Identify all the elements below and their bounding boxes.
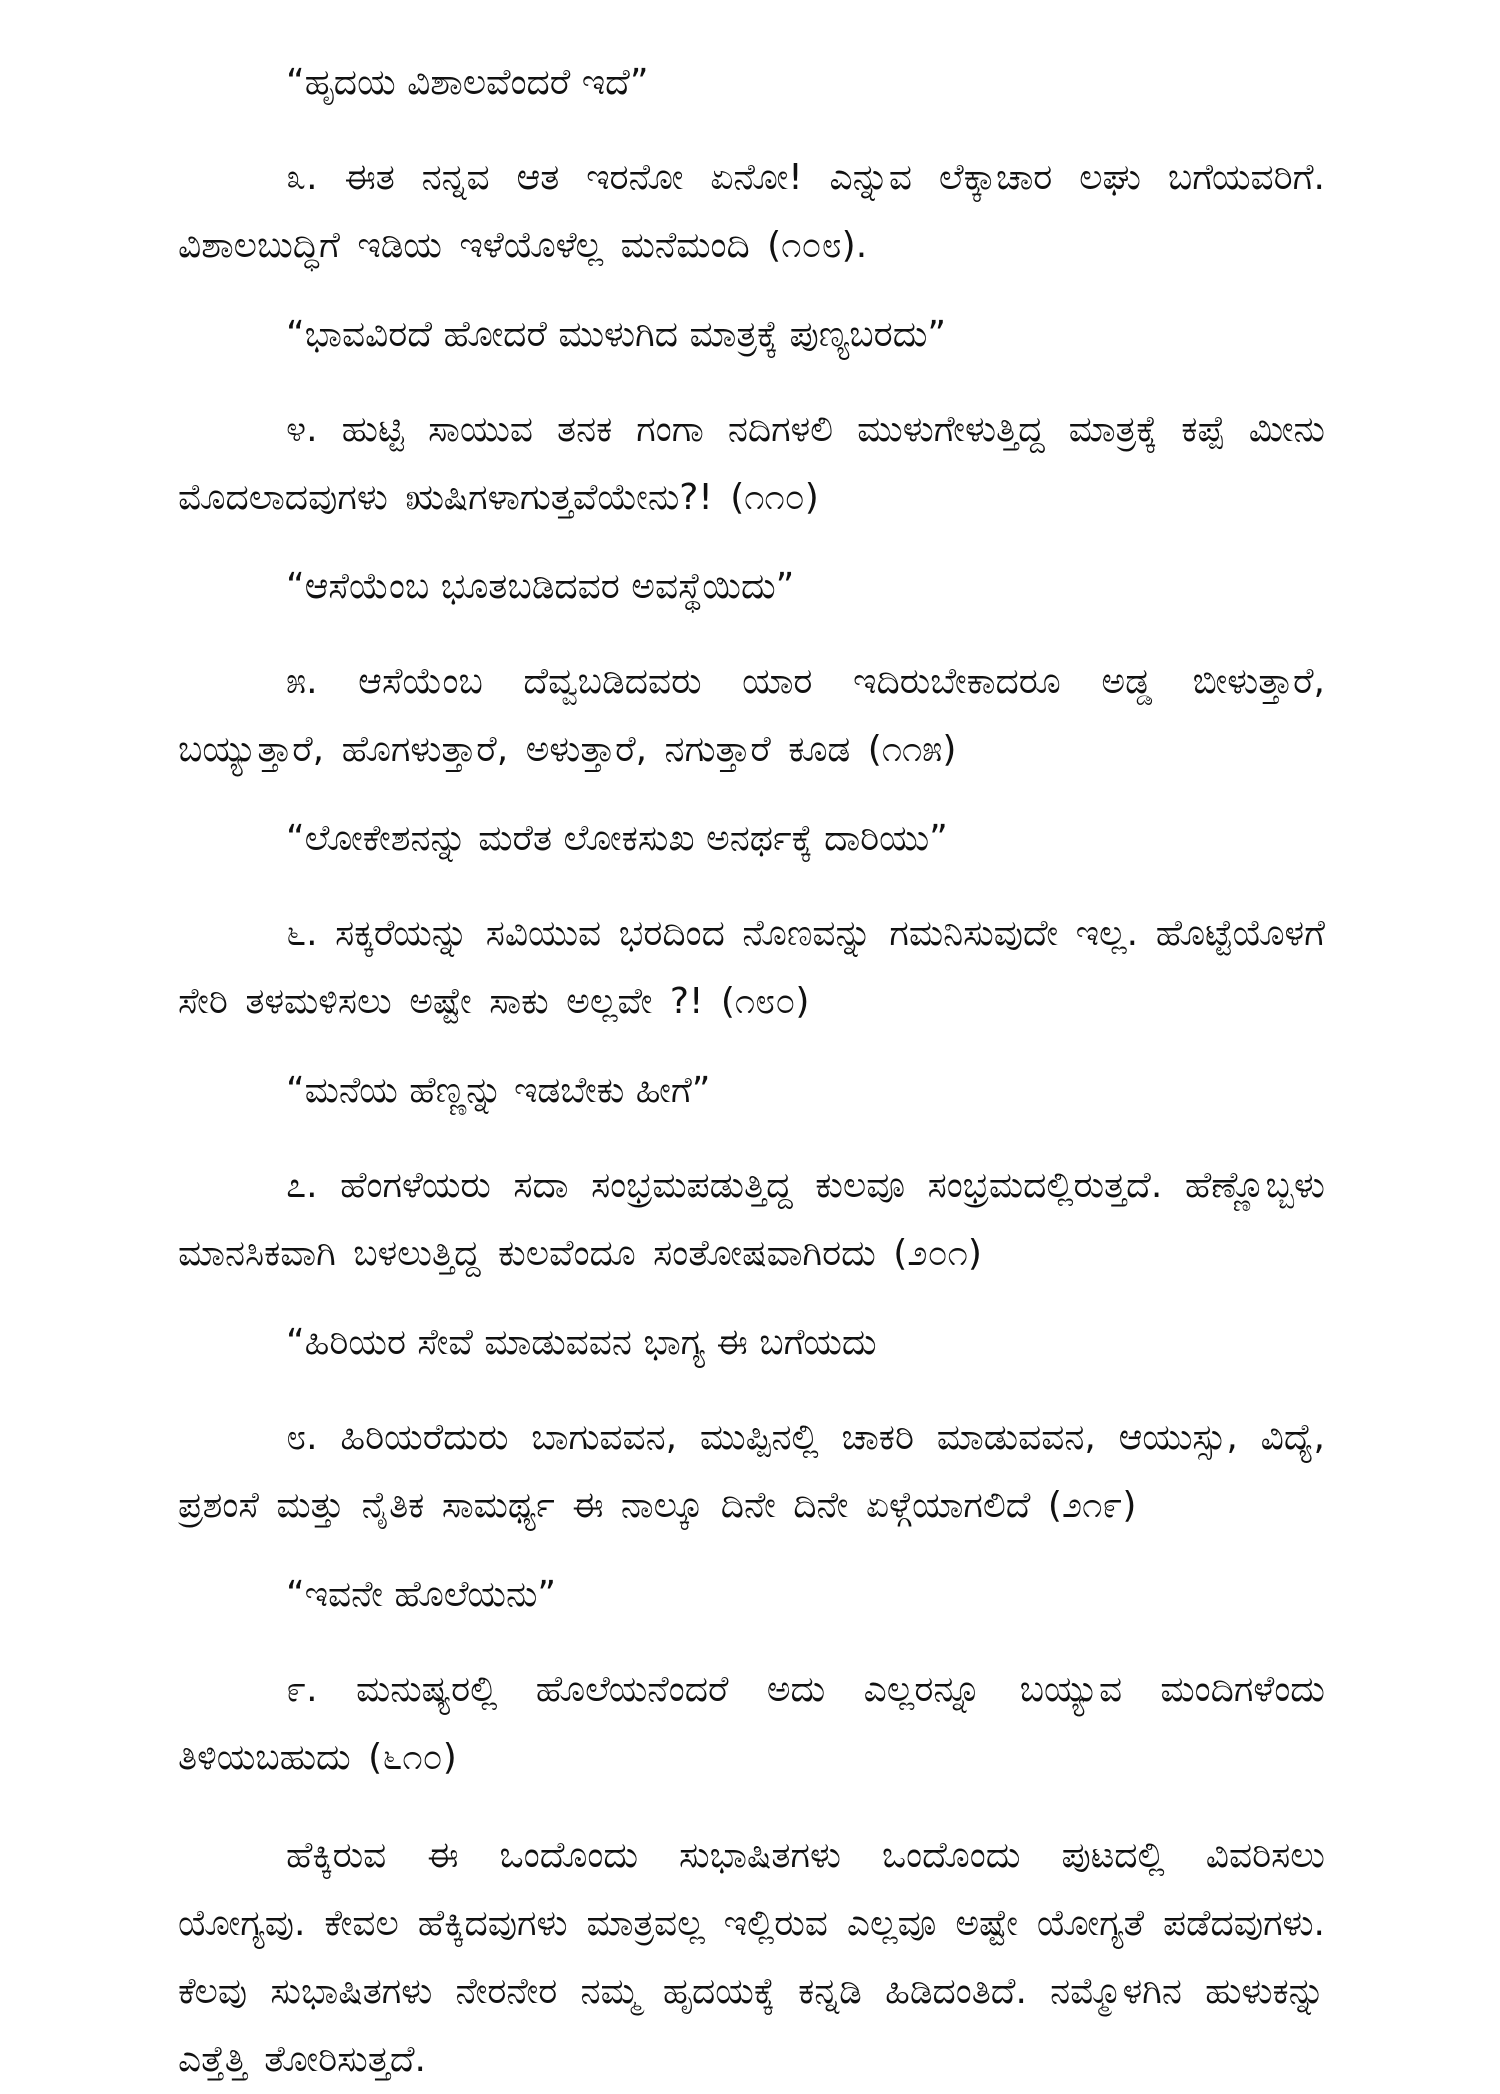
entry-heading: “ಆಸೆಯೆಂಬ ಭೂತಬಡಿದವರ ಅವಸ್ಥೆಯಿದು” — [286, 566, 795, 607]
entry-heading: “ಭಾವವಿರದೆ ಹೋದರೆ ಮುಳುಗಿದ ಮಾತ್ರಕ್ಕೆ ಪುಣ್ಯಬರದು” — [286, 314, 947, 355]
entry-heading: “ಇವನೇ ಹೊಲೆಯನು” — [286, 1574, 557, 1615]
entry-heading: “ಮನೆಯ ಹೆಣ್ಣನ್ನು ಇಡಬೇಕು ಹೀಗೆ” — [286, 1070, 711, 1111]
entry-heading: “ಹಿರಿಯರ ಸೇವೆ ಮಾಡುವವನ ಭಾಗ್ಯ ಈ ಬಗೆಯದು — [286, 1322, 877, 1363]
entry-text: ೬. ಸಕ್ಕರೆಯನ್ನು ಸವಿಯುವ ಭರದಿಂದ ನೊಣವನ್ನು ಗಮನಿಸುವುದೇ ಇಲ್ಲ. ಹೊಟ್ಟೆಯೊಳಗೆ ಸೇರಿ ತಳಮಳಿಸಲು ಅಷ್ಟೇ ಸಾಕು ಅಲ್ಲವೇ ?! (೧೮೦) — [178, 913, 1325, 1022]
entry-text: ೯. ಮನುಷ್ಯರಲ್ಲಿ ಹೊಲೆಯನೆಂದರೆ ಅದು ಎಲ್ಲರನ್ನೂ ಬಯ್ಯುವ ಮಂದಿಗಳೆಂದು ತಿಳಿಯಬಹುದು (೬೧೦) — [178, 1669, 1325, 1778]
entry-text: ೫. ಆಸೆಯೆಂಬ ದೆವ್ವಬಡಿದವರು ಯಾರ ಇದಿರುಬೇಕಾದರೂ ಅಡ್ಡ ಬೀಳುತ್ತಾರೆ, ಬಯ್ಯುತ್ತಾರೆ, ಹೊಗಳುತ್ತಾರೆ, ಅಳುತ್ತಾರೆ, ನಗುತ್ತಾರೆ ಕೂಡ (೧೧೫) — [178, 661, 1325, 770]
entry-text: ೪. ಹುಟ್ಟಿ ಸಾಯುವ ತನಕ ಗಂಗಾ ನದಿಗಳಲಿ ಮುಳುಗೇಳುತ್ತಿದ್ದ ಮಾತ್ರಕ್ಕೆ ಕಪ್ಪೆ ಮೀನು ಮೊದಲಾದವುಗಳು ಋಷಿಗಳಾಗುತ್ತವೆಯೇನು?! (೧೧೦) — [178, 409, 1325, 518]
entry-text: ೭. ಹೆಂಗಳೆಯರು ಸದಾ ಸಂಭ್ರಮಪಡುತ್ತಿದ್ದ ಕುಲವೂ ಸಂಭ್ರಮದಲ್ಲಿರುತ್ತದೆ. ಹೆಣ್ಣೊಬ್ಬಳು ಮಾನಸಿಕವಾಗಿ ಬಳಲುತ್ತಿದ್ದ ಕುಲವೆಂದೂ ಸಂತೋಷವಾಗಿರದು (೨೦೧) — [178, 1165, 1325, 1274]
entry-heading: “ಹೃದಯ ವಿಶಾಲವೆಂದರೆ ಇದೆ” — [286, 62, 649, 103]
entry-text: ೩. ಈತ ನನ್ನವ ಆತ ಇರನೋ ಏನೋ! ಎನ್ನುವ ಲೆಕ್ಕಾಚಾರ ಲಘು ಬಗೆಯವರಿಗೆ. ವಿಶಾಲಬುದ್ಧಿಗೆ ಇಡಿಯ ಇಳೆಯೊಳೆಲ್ಲ ಮನೆಮಂದಿ (೧೦೮). — [178, 157, 1325, 266]
closing-paragraph: ಹೆಕ್ಕಿರುವ ಈ ಒಂದೊಂದು ಸುಭಾಷಿತಗಳು ಒಂದೊಂದು ಪುಟದಲ್ಲಿ ವಿವರಿಸಲು ಯೋಗ್ಯವು. ಕೇವಲ ಹೆಕ್ಕಿದವುಗಳು ಮಾತ್ರವಲ್ಲ ಇಲ್ಲಿರುವ ಎಲ್ಲವೂ ಅಷ್ಟೇ ಯೋಗ್ಯತೆ ಪಡೆದವುಗಳು. ಕೆಲವು ಸುಭಾಷಿತಗಳು ನೇರನೇರ ನಮ್ಮ ಹೃದಯಕ್ಕೆ ಕನ್ನಡಿ ಹಿಡಿದಂತಿದೆ. ನಮ್ಮೊಳಗಿನ ಹುಳುಕನ್ನು ಎತ್ತೆತ್ತಿ ತೋರಿಸುತ್ತದೆ. — [178, 1835, 1325, 2080]
entry-heading: “ಲೋಕೇಶನನ್ನು ಮರೆತ ಲೋಕಸುಖ ಅನರ್ಥಕ್ಕೆ ದಾರಿಯು” — [286, 818, 948, 859]
entry-text: ೮. ಹಿರಿಯರೆದುರು ಬಾಗುವವನ, ಮುಪ್ಪಿನಲ್ಲಿ ಚಾಕರಿ ಮಾಡುವವನ, ಆಯುಸ್ಸು, ವಿದ್ಯೆ, ಪ್ರಶಂಸೆ ಮತ್ತು ನೈತಿಕ ಸಾಮರ್ಥ್ಯ ಈ ನಾಲ್ಕೂ ದಿನೇ ದಿನೇ ಏಳ್ಗೆಯಾಗಲಿದೆ (೨೧೯) — [178, 1417, 1325, 1526]
